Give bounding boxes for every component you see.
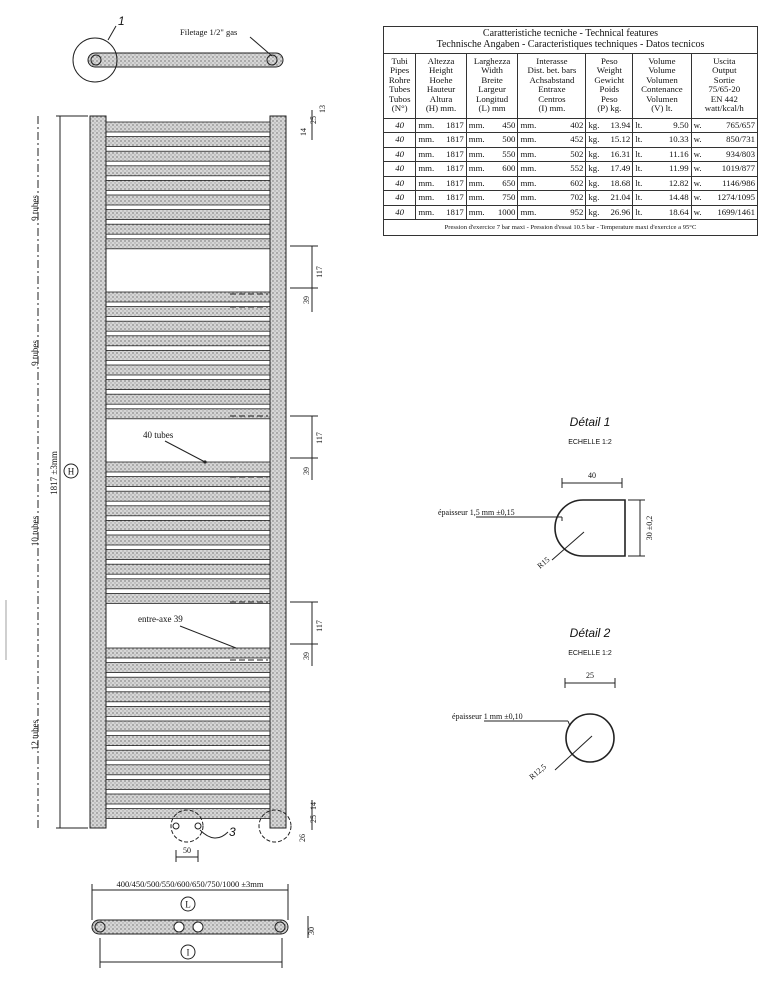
cell-weight <box>586 162 633 177</box>
radiator-bar <box>106 321 270 331</box>
detail-2 <box>452 626 615 782</box>
cell-weight <box>586 191 633 206</box>
cell-interaxis-unit: mm. <box>520 134 537 145</box>
cell-width-unit: mm. <box>468 177 485 188</box>
detail2-radius: R12,5 <box>527 762 549 782</box>
cell-output-value: 1274/1095 <box>717 192 755 203</box>
dim-bot-a: 14 <box>309 802 318 810</box>
cell-height-value: 1817 <box>446 163 464 174</box>
radiator-bar <box>106 166 270 176</box>
radiator-bar <box>106 506 270 516</box>
cell-weight-unit: kg. <box>588 134 600 145</box>
radiator-bar <box>106 765 270 775</box>
cell-interaxis <box>518 176 586 191</box>
entre-axe-label: entre-axe 39 <box>138 614 183 624</box>
radiator-bar <box>106 579 270 589</box>
dim-39-b: 39 <box>302 467 311 475</box>
cell-volume <box>633 176 691 191</box>
cell-tubes: 40 <box>384 176 416 191</box>
cell-height-value: 1817 <box>446 119 464 130</box>
cell-interaxis <box>518 191 586 206</box>
cell-output-value: 1699/1461 <box>717 206 755 217</box>
cell-height-unit: mm. <box>418 163 435 174</box>
cell-width-unit: mm. <box>468 206 485 217</box>
cell-volume-unit: lt. <box>635 206 643 217</box>
tubes-9b-label: 9 tubes <box>30 340 40 366</box>
horizontal-bars <box>106 122 270 819</box>
tubes-40-label: 40 tubes <box>143 430 174 440</box>
radiator-bar <box>106 535 270 545</box>
radiator-bar <box>106 409 270 419</box>
cell-height <box>416 205 466 220</box>
table-body <box>384 118 758 220</box>
dim-39-c: 39 <box>302 652 311 660</box>
radiator-bar <box>106 550 270 560</box>
cell-height-unit: mm. <box>418 177 435 188</box>
cell-width-value: 1000 <box>497 206 516 217</box>
cell-interaxis-unit: mm. <box>520 177 537 188</box>
radiator-bar <box>106 564 270 574</box>
cell-height-value: 1817 <box>446 134 464 145</box>
cell-output <box>691 191 757 206</box>
cell-weight <box>586 176 633 191</box>
cell-volume <box>633 205 691 220</box>
cell-output <box>691 133 757 148</box>
cell-width <box>466 147 518 162</box>
cell-height <box>416 147 466 162</box>
table-row <box>384 133 758 148</box>
table-row <box>384 176 758 191</box>
cell-width <box>466 205 518 220</box>
height-total-label: 1817 ±3mm <box>49 451 59 495</box>
cell-weight-value: 16.31 <box>610 148 631 159</box>
radiator-bar <box>106 350 270 360</box>
radiator-bar <box>106 210 270 220</box>
cell-width-unit: mm. <box>468 134 485 145</box>
cell-width <box>466 162 518 177</box>
cell-interaxis-unit: mm. <box>520 192 537 203</box>
radiator-bar <box>106 394 270 404</box>
detail2-title: Détail 2 <box>569 626 611 640</box>
circle-i-label: I <box>186 947 190 958</box>
cell-weight-value: 21.04 <box>610 192 631 203</box>
table-footer: Pression d'exercice 7 bar maxi - Pression d'essai 10.5 bar - Temperature maxi d'exercice a 95°C <box>384 220 758 236</box>
cell-volume-value: 18.64 <box>668 206 689 217</box>
technical-features-table <box>383 26 758 236</box>
radiator-bar <box>106 520 270 530</box>
cell-width-unit: mm. <box>468 148 485 159</box>
cell-height-value: 1817 <box>446 148 464 159</box>
dim-39-a: 39 <box>302 296 311 304</box>
dim-bot-b: 25 <box>309 815 318 823</box>
cell-weight-unit: kg. <box>588 163 600 174</box>
cell-interaxis-value: 552 <box>570 163 584 174</box>
cell-weight-unit: kg. <box>588 177 600 188</box>
cell-weight-unit: kg. <box>588 148 600 159</box>
cell-width-unit: mm. <box>468 163 485 174</box>
cell-width-value: 600 <box>502 163 516 174</box>
radiator-bar <box>106 706 270 716</box>
cell-volume <box>633 191 691 206</box>
cell-interaxis <box>518 162 586 177</box>
cell-interaxis-value: 502 <box>570 148 584 159</box>
cell-output-value: 1146/986 <box>722 177 755 188</box>
cell-weight-unit: kg. <box>588 206 600 217</box>
cell-height <box>416 162 466 177</box>
cell-interaxis-unit: mm. <box>520 163 537 174</box>
radiator-bar <box>106 677 270 687</box>
cell-volume-unit: lt. <box>635 148 643 159</box>
cell-weight <box>586 118 633 133</box>
cell-interaxis-value: 402 <box>570 119 584 130</box>
table-title-1: Caratteristiche tecniche - Technical features <box>482 28 659 39</box>
radiator-bar <box>106 180 270 190</box>
cell-output-unit: w. <box>693 148 702 159</box>
radiator-bar <box>106 491 270 501</box>
cell-output <box>691 205 757 220</box>
radiator-bar <box>106 648 270 658</box>
radiator-front-view <box>90 116 291 842</box>
cell-width-value: 450 <box>502 119 516 130</box>
bottom-dimensions <box>92 846 316 968</box>
cell-volume-value: 12.82 <box>668 177 689 188</box>
header-height: Altezza Height Hoehe Hauteur Altura (H) mm. <box>416 53 466 118</box>
cell-tubes: 40 <box>384 147 416 162</box>
width-total-label: 400/450/500/550/600/650/750/1000 ±3mm <box>116 879 264 889</box>
cell-interaxis <box>518 118 586 133</box>
cell-height-value: 1817 <box>446 177 464 188</box>
cell-height <box>416 191 466 206</box>
cell-weight-value: 26.96 <box>610 206 631 217</box>
cell-output-unit: w. <box>693 134 702 145</box>
header-weight: Peso Weight Gewicht Poids Peso (P) kg. <box>586 53 633 118</box>
cell-interaxis <box>518 133 586 148</box>
detail2-thickness: épaisseur 1 mm ±0,10 <box>452 712 523 721</box>
cell-width-unit: mm. <box>468 119 485 130</box>
cell-tubes: 40 <box>384 133 416 148</box>
cell-interaxis-value: 702 <box>570 192 584 203</box>
cell-volume <box>633 162 691 177</box>
header-width: Larghezza Width Breite Largeur Longitud (L) mm <box>466 53 518 118</box>
radiator-bar <box>106 692 270 702</box>
top-view-header <box>73 14 283 82</box>
table-row <box>384 147 758 162</box>
table-title-2: Technische Angaben - Caracteristiques techniques - Datos tecnicos <box>436 38 705 50</box>
header-interaxis: Interasse Dist. bet. bars Achsabstand Entraxe Centros (I) mm. <box>518 53 586 118</box>
cell-weight-value: 13.94 <box>610 119 631 130</box>
cell-output <box>691 176 757 191</box>
dim-117-c: 117 <box>315 620 324 632</box>
cell-width-value: 750 <box>502 192 516 203</box>
cell-height <box>416 176 466 191</box>
cell-height-unit: mm. <box>418 206 435 217</box>
cell-height-value: 1817 <box>446 206 464 217</box>
circle-l-label: L <box>185 899 191 910</box>
bottom-header-bar <box>92 920 288 934</box>
cell-volume-unit: lt. <box>635 119 643 130</box>
tubes-12-label: 12 tubes <box>30 719 40 751</box>
cell-width-value: 500 <box>502 134 516 145</box>
cell-width <box>466 118 518 133</box>
cell-width-value: 550 <box>502 148 516 159</box>
cell-weight-value: 15.12 <box>610 134 631 145</box>
cell-interaxis <box>518 147 586 162</box>
detail2-scale: ECHELLE 1:2 <box>568 650 612 657</box>
cell-weight <box>586 147 633 162</box>
radiator-bar <box>106 292 270 302</box>
cell-tubes: 40 <box>384 162 416 177</box>
table-header-row <box>384 53 758 118</box>
cell-output-unit: w. <box>693 177 702 188</box>
tubes-9a-label: 9 tubes <box>30 195 40 221</box>
detail1-height: 30 ±0,2 <box>645 515 654 541</box>
detail1-width: 40 <box>588 471 596 480</box>
radiator-bar <box>106 365 270 375</box>
radiator-bar <box>106 462 270 472</box>
radiator-bar <box>106 195 270 205</box>
cell-height-unit: mm. <box>418 119 435 130</box>
left-dimensions <box>6 116 88 828</box>
cell-volume <box>633 133 691 148</box>
cell-output-unit: w. <box>693 206 702 217</box>
radiator-bar <box>106 336 270 346</box>
cell-weight-unit: kg. <box>588 119 600 130</box>
cell-volume <box>633 147 691 162</box>
cell-output-value: 765/657 <box>726 119 755 130</box>
cell-weight-value: 18.68 <box>610 177 631 188</box>
dim-50: 50 <box>183 846 191 855</box>
detail1-thickness: épaisseur 1,5 mm ±0,15 <box>438 508 515 517</box>
cell-height-value: 1817 <box>446 192 464 203</box>
cell-output <box>691 147 757 162</box>
tubes-10-label: 10 tubes <box>30 515 40 547</box>
cell-height-unit: mm. <box>418 192 435 203</box>
cell-interaxis-unit: mm. <box>520 206 537 217</box>
cell-weight-value: 17.49 <box>610 163 631 174</box>
cell-height <box>416 133 466 148</box>
cell-output <box>691 162 757 177</box>
cell-weight <box>586 205 633 220</box>
cell-output <box>691 118 757 133</box>
dim-30-side: 30 <box>307 927 316 935</box>
cell-volume-unit: lt. <box>635 177 643 188</box>
callout-3-label: 3 <box>229 825 236 839</box>
cell-volume-value: 10.33 <box>668 134 689 145</box>
cell-output-unit: w. <box>693 163 702 174</box>
radiator-bar <box>106 593 270 603</box>
cell-tubes: 40 <box>384 118 416 133</box>
filetage-label: Filetage 1/2" gas <box>180 27 238 37</box>
cell-interaxis-value: 602 <box>570 177 584 188</box>
dim-117-a: 117 <box>315 266 324 278</box>
cell-width <box>466 133 518 148</box>
detail1-title: Détail 1 <box>569 415 611 429</box>
cell-width <box>466 176 518 191</box>
circle-h-label: H <box>67 466 75 477</box>
table-row <box>384 191 758 206</box>
cell-output-value: 1019/877 <box>721 163 755 174</box>
radiator-bar <box>106 721 270 731</box>
left-collector <box>90 116 106 828</box>
cell-volume-value: 9.50 <box>673 119 689 130</box>
cell-interaxis <box>518 205 586 220</box>
radiator-bar <box>106 137 270 147</box>
cell-interaxis-unit: mm. <box>520 119 537 130</box>
table-row <box>384 162 758 177</box>
table-row <box>384 205 758 220</box>
header-output: Uscita Output Sortie 75/65-20 EN 442 watt/kcal/h <box>691 53 757 118</box>
detail1-radius: R15 <box>535 555 552 571</box>
dim-117-b: 117 <box>315 432 324 444</box>
dim-top-a: 14 <box>299 128 308 136</box>
cell-width <box>466 191 518 206</box>
radiator-bar <box>106 307 270 317</box>
dim-bot-c: 26 <box>298 834 307 842</box>
cell-interaxis-unit: mm. <box>520 148 537 159</box>
cell-weight-unit: kg. <box>588 192 600 203</box>
radiator-bar <box>106 663 270 673</box>
header-volume: Volume Volume Volumen Contenance Volumen (V) lt. <box>633 53 691 118</box>
radiator-bar <box>106 750 270 760</box>
cell-weight <box>586 133 633 148</box>
cell-volume <box>633 118 691 133</box>
radiator-bar <box>106 151 270 161</box>
cell-output-unit: w. <box>693 119 702 130</box>
cell-volume-value: 11.16 <box>669 148 689 159</box>
radiator-bar <box>106 477 270 487</box>
radiator-bar <box>106 224 270 234</box>
cell-output-value: 850/731 <box>726 134 755 145</box>
detail-1 <box>438 415 654 571</box>
radiator-bar <box>106 239 270 249</box>
cell-height-unit: mm. <box>418 148 435 159</box>
detail2-width: 25 <box>586 671 594 680</box>
cell-volume-unit: lt. <box>635 134 643 145</box>
header-tubes: Tubi Pipes Rohre Tubes Tubos (N°) <box>384 53 416 118</box>
cell-width-unit: mm. <box>468 192 485 203</box>
dim-top-b: 25 <box>309 116 318 124</box>
cell-volume-unit: lt. <box>635 163 643 174</box>
radiator-bar <box>106 779 270 789</box>
radiator-bar <box>106 380 270 390</box>
cell-volume-unit: lt. <box>635 192 643 203</box>
cell-output-value: 934/803 <box>726 148 755 159</box>
callout-1-label: 1 <box>118 14 125 28</box>
cell-volume-value: 11.99 <box>669 163 689 174</box>
cell-interaxis-value: 952 <box>570 206 584 217</box>
right-collector <box>270 116 286 828</box>
cell-interaxis-value: 452 <box>570 134 584 145</box>
radiator-bar <box>106 736 270 746</box>
radiator-bar <box>106 122 270 132</box>
radiator-bar <box>106 794 270 804</box>
table-row <box>384 118 758 133</box>
cell-width-value: 650 <box>502 177 516 188</box>
detail1-scale: ECHELLE 1:2 <box>568 439 612 446</box>
cell-height-unit: mm. <box>418 134 435 145</box>
cell-tubes: 40 <box>384 191 416 206</box>
cell-height <box>416 118 466 133</box>
cell-output-unit: w. <box>693 192 702 203</box>
cell-tubes: 40 <box>384 205 416 220</box>
cell-volume-value: 14.48 <box>668 192 689 203</box>
dim-top-c: 13 <box>318 105 327 113</box>
